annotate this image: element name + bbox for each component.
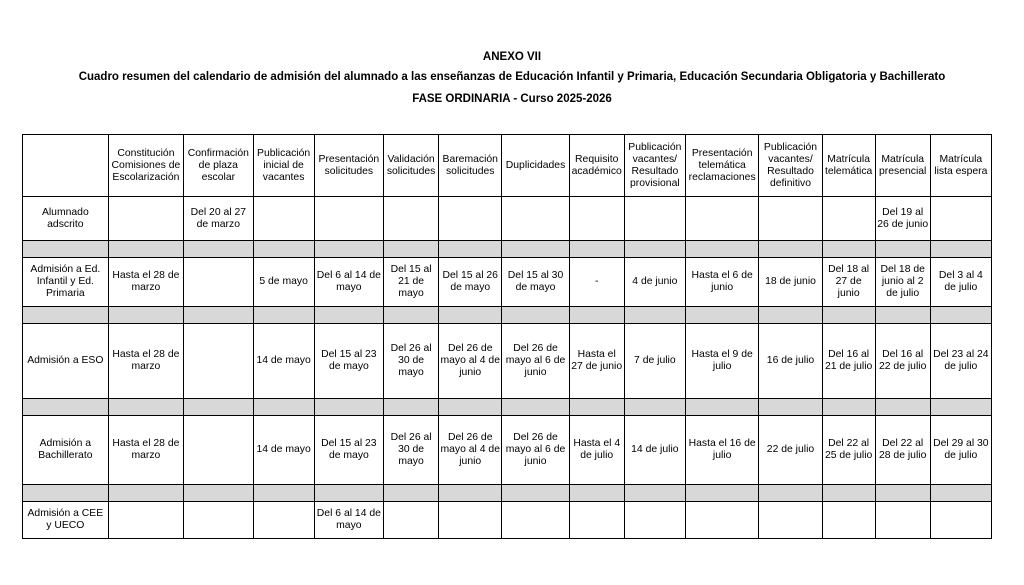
table-row: [23, 416, 992, 485]
table-cell: Hasta el 28 de marzo: [108, 416, 183, 485]
column-header: Baremación solicitudes: [439, 135, 502, 197]
separator-row: [23, 307, 992, 324]
column-header: Requisito académico: [569, 135, 624, 197]
separator-row: [23, 399, 992, 416]
table-cell: [759, 502, 822, 539]
admission-calendar-table: [22, 134, 992, 539]
table-cell: 4 de junio: [624, 258, 685, 307]
table-cell: [822, 197, 875, 241]
corner-cell: [23, 135, 109, 197]
row-label: Admisión a Bachillerato: [23, 416, 109, 485]
table-cell: 22 de julio: [759, 416, 822, 485]
table-cell: [184, 416, 253, 485]
table-cell: Del 6 al 14 de mayo: [314, 258, 383, 307]
row-label: Alumnado adscrito: [23, 197, 109, 241]
table-row: [23, 197, 992, 241]
header-row: [23, 135, 992, 197]
table-cell: Hasta el 28 de marzo: [108, 258, 183, 307]
table-cell: Hasta el 27 de junio: [569, 324, 624, 399]
table-cell: 14 de julio: [624, 416, 685, 485]
table-cell: [439, 502, 502, 539]
column-header: Matrícula telemática: [822, 135, 875, 197]
separator-row: [23, 241, 992, 258]
table-cell: Del 22 al 28 de julio: [875, 416, 930, 485]
table-cell: [569, 502, 624, 539]
column-header: Publicación vacantes/ Resultado definitivo: [759, 135, 822, 197]
table-cell: Del 18 de junio al 2 de julio: [875, 258, 930, 307]
table-cell: Del 26 al 30 de mayo: [384, 324, 439, 399]
table-cell: Del 26 de mayo al 6 de junio: [502, 324, 569, 399]
table-cell: [384, 502, 439, 539]
table-cell: Del 16 al 22 de julio: [875, 324, 930, 399]
table-cell: [253, 197, 314, 241]
column-header: Confirmación de plaza escolar: [184, 135, 253, 197]
table-cell: [184, 258, 253, 307]
table-row: [23, 502, 992, 539]
table-cell: Del 22 al 25 de julio: [822, 416, 875, 485]
table-cell: [822, 502, 875, 539]
table-cell: Del 26 de mayo al 4 de junio: [439, 416, 502, 485]
table-cell: [108, 502, 183, 539]
table-cell: Hasta el 6 de junio: [685, 258, 758, 307]
table-cell: Hasta el 28 de marzo: [108, 324, 183, 399]
column-header: Publicación vacantes/ Resultado provisional: [624, 135, 685, 197]
table-cell: Hasta el 4 de julio: [569, 416, 624, 485]
table-row: [23, 258, 992, 307]
column-header: Presentación telemática reclamaciones: [685, 135, 758, 197]
column-header: Publicación inicial de vacantes: [253, 135, 314, 197]
phase-subtitle: FASE ORDINARIA - Curso 2025-2026: [412, 93, 612, 105]
table-cell: [624, 502, 685, 539]
table-cell: 16 de julio: [759, 324, 822, 399]
table-cell: [314, 197, 383, 241]
table-cell: [624, 197, 685, 241]
table-cell: [759, 197, 822, 241]
table-cell: Del 29 al 30 de julio: [930, 416, 991, 485]
table-cell: Del 23 al 24 de julio: [930, 324, 991, 399]
column-header: Duplicidades: [502, 135, 569, 197]
table-cell: Del 18 al 27 de junio: [822, 258, 875, 307]
table-cell: [502, 502, 569, 539]
table-cell: Del 26 al 30 de mayo: [384, 416, 439, 485]
row-label: Admisión a ESO: [23, 324, 109, 399]
table-cell: 14 de mayo: [253, 324, 314, 399]
table-cell: Hasta el 16 de julio: [685, 416, 758, 485]
table-cell: Hasta el 9 de julio: [685, 324, 758, 399]
table-cell: [930, 197, 991, 241]
table-cell: 18 de junio: [759, 258, 822, 307]
table-cell: 7 de julio: [624, 324, 685, 399]
separator-row: [23, 485, 992, 502]
table-cell: [685, 502, 758, 539]
table-cell: [502, 197, 569, 241]
column-header: Matrícula presencial: [875, 135, 930, 197]
table-cell: [930, 502, 991, 539]
table-cell: [108, 197, 183, 241]
table-cell: Del 15 al 30 de mayo: [502, 258, 569, 307]
column-header: Constitución Comisiones de Escolarización: [108, 135, 183, 197]
table-cell: -: [569, 258, 624, 307]
table-cell: [569, 197, 624, 241]
table-cell: [384, 197, 439, 241]
table-cell: Del 3 al 4 de julio: [930, 258, 991, 307]
table-cell: Del 15 al 21 de mayo: [384, 258, 439, 307]
table-cell: Del 16 al 21 de julio: [822, 324, 875, 399]
table-cell: [685, 197, 758, 241]
table-cell: Del 26 de mayo al 6 de junio: [502, 416, 569, 485]
row-label: Admisión a CEE y UECO: [23, 502, 109, 539]
table-cell: [875, 502, 930, 539]
table-cell: [184, 502, 253, 539]
column-header: Matrícula lista espera: [930, 135, 991, 197]
table-cell: Del 15 al 26 de mayo: [439, 258, 502, 307]
document-title: Cuadro resumen del calendario de admisión del alumnado a las enseñanzas de Educación Infantil y Primaria, Educación Secundaria Obligatoria y Bachillerato: [78, 71, 946, 83]
table-cell: Del 20 al 27 de marzo: [184, 197, 253, 241]
table-cell: 14 de mayo: [253, 416, 314, 485]
annex-title: ANEXO VII: [482, 51, 542, 63]
table-row: [23, 324, 992, 399]
table-cell: 5 de mayo: [253, 258, 314, 307]
column-header: Presentación solicitudes: [314, 135, 383, 197]
table-cell: Del 15 al 23 de mayo: [314, 416, 383, 485]
table-cell: Del 6 al 14 de mayo: [314, 502, 383, 539]
table-cell: [184, 324, 253, 399]
table-cell: Del 15 al 23 de mayo: [314, 324, 383, 399]
table-cell: [253, 502, 314, 539]
row-label: Admisión a Ed. Infantil y Ed. Primaria: [23, 258, 109, 307]
table-cell: Del 19 al 26 de junio: [875, 197, 930, 241]
column-header: Validación solicitudes: [384, 135, 439, 197]
table-cell: Del 26 de mayo al 4 de junio: [439, 324, 502, 399]
table-cell: [439, 197, 502, 241]
